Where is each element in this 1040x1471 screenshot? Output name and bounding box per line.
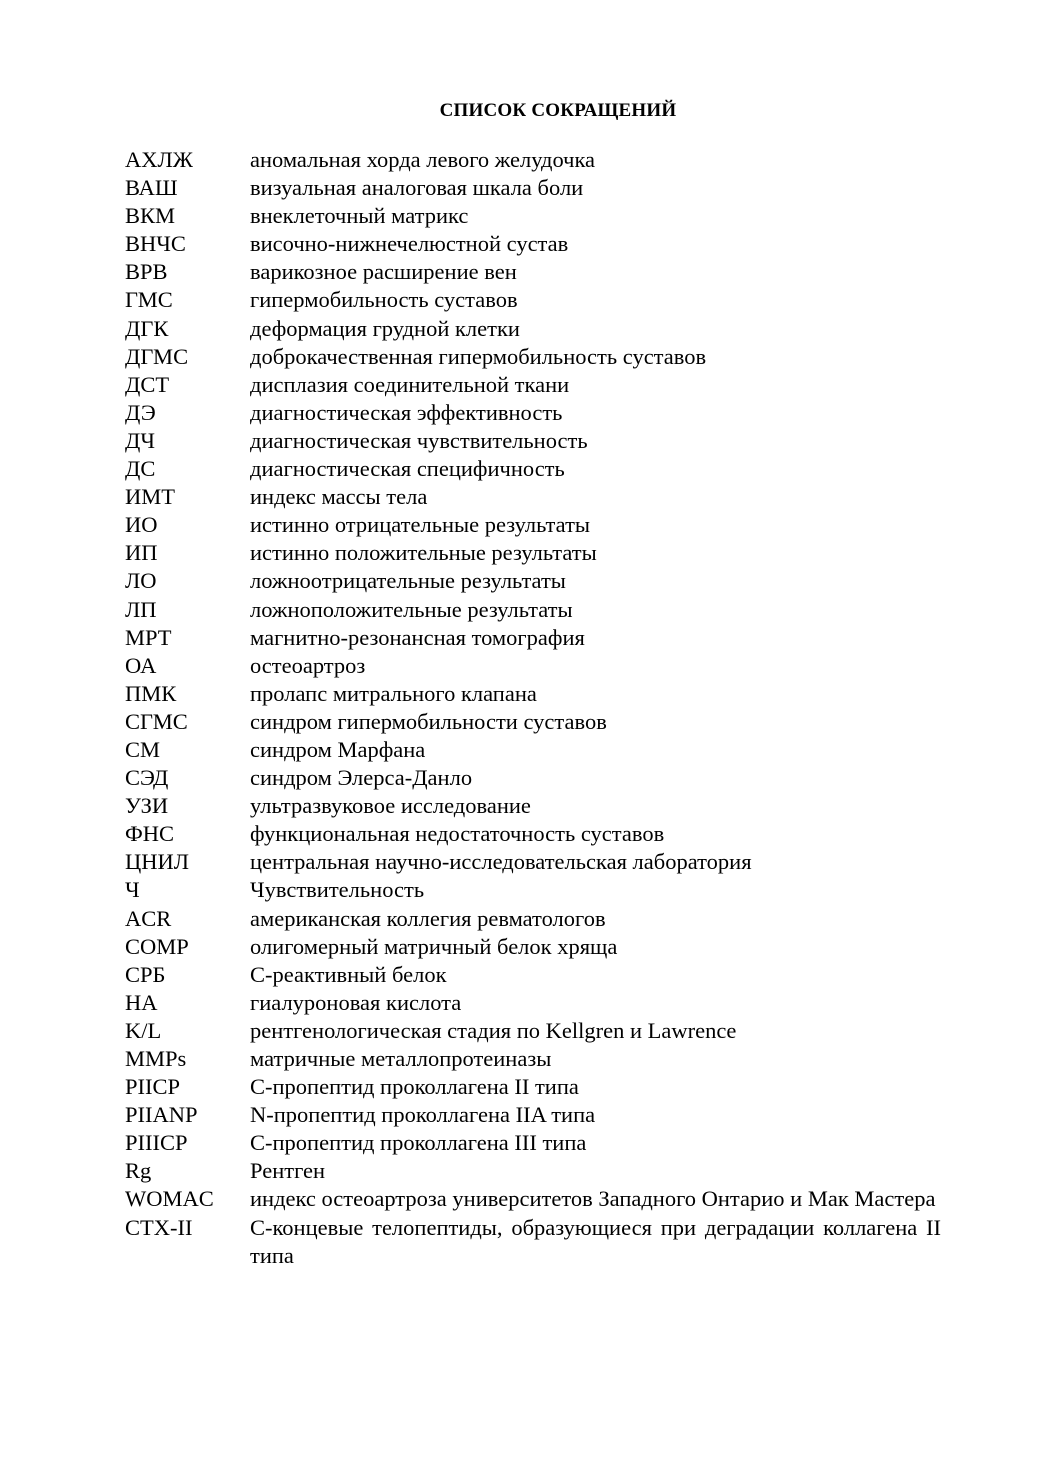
abbreviation: ЦНИЛ bbox=[125, 849, 190, 875]
list-item bbox=[125, 511, 941, 539]
definition: матричные металлопротеиназы bbox=[250, 1046, 552, 1071]
definition: синдром Марфана bbox=[250, 736, 426, 762]
list-item bbox=[125, 1073, 941, 1101]
abbreviation: ВАШ bbox=[125, 175, 178, 201]
abbreviation: ИО bbox=[125, 512, 158, 538]
abbreviation: WOMAC bbox=[125, 1186, 214, 1212]
definition: функциональная недостаточность суставов bbox=[250, 821, 665, 847]
list-item bbox=[125, 905, 941, 933]
list-item bbox=[125, 483, 941, 511]
list-item bbox=[125, 1017, 941, 1045]
definition: С-пропептид проколлагена II типа bbox=[250, 1074, 579, 1100]
abbreviation: ВРВ bbox=[125, 259, 168, 285]
list-item bbox=[125, 567, 941, 595]
definition: диагностическая чувствительность bbox=[250, 427, 588, 453]
list-item bbox=[125, 146, 941, 174]
list-item bbox=[125, 455, 941, 483]
definition: Чувствительность bbox=[250, 877, 425, 903]
list-item bbox=[125, 399, 941, 427]
abbreviation: PIIICP bbox=[125, 1130, 188, 1156]
definition: деформация грудной клетки bbox=[250, 315, 520, 341]
list-item bbox=[125, 1129, 941, 1157]
list-item bbox=[125, 652, 941, 680]
abbreviation: СГМС bbox=[125, 708, 188, 734]
list-item bbox=[125, 764, 941, 792]
abbreviation: СРБ bbox=[125, 961, 166, 987]
abbreviation: ЛО bbox=[125, 568, 157, 594]
abbreviation: Ч bbox=[125, 877, 140, 903]
abbreviation: ЛП bbox=[125, 596, 157, 622]
list-item bbox=[125, 1157, 941, 1185]
definition: остеоартроз bbox=[250, 652, 366, 678]
abbreviation: СЭД bbox=[125, 765, 169, 791]
abbreviation: ДСТ bbox=[125, 371, 170, 397]
definition: височно-нижнечелюстной сустав bbox=[250, 231, 569, 257]
list-item bbox=[125, 371, 941, 399]
list-item bbox=[125, 286, 941, 314]
abbreviation: HA bbox=[125, 989, 158, 1015]
list-item bbox=[125, 820, 941, 848]
abbreviation: МРТ bbox=[125, 624, 172, 650]
abbreviation: COMP bbox=[125, 933, 189, 959]
list-item bbox=[125, 343, 941, 371]
definition: американская коллегия ревматологов bbox=[250, 905, 606, 931]
list-item bbox=[125, 1214, 941, 1270]
definition: гипермобильность суставов bbox=[250, 287, 518, 313]
abbreviation: K/L bbox=[125, 1017, 162, 1043]
list-item bbox=[125, 427, 941, 455]
definition: центральная научно-исследовательская лаборатория bbox=[250, 849, 752, 875]
abbreviation: ГМС bbox=[125, 287, 173, 313]
abbreviation: УЗИ bbox=[125, 793, 169, 819]
list-item bbox=[125, 680, 941, 708]
definition: С-реактивный белок bbox=[250, 961, 447, 987]
abbreviation: ACR bbox=[125, 905, 172, 931]
list-item bbox=[125, 174, 941, 202]
definition: пролапс митрального клапана bbox=[250, 680, 537, 706]
abbreviation: ДЭ bbox=[125, 399, 156, 425]
abbreviation-list bbox=[125, 146, 941, 1270]
abbreviation: ПМК bbox=[125, 680, 177, 706]
list-item bbox=[125, 258, 941, 286]
abbreviation: ДС bbox=[125, 456, 156, 482]
abbreviation: ИП bbox=[125, 540, 158, 566]
definition: варикозное расширение вен bbox=[250, 259, 517, 285]
definition: доброкачественная гипермобильность суставов bbox=[250, 343, 707, 369]
list-item bbox=[125, 876, 941, 904]
list-item bbox=[125, 1045, 941, 1073]
definition: ложноотрицательные результаты bbox=[250, 568, 566, 594]
abbreviation: ВКМ bbox=[125, 203, 176, 229]
abbreviation: СМ bbox=[125, 736, 161, 762]
abbreviation: ВНЧС bbox=[125, 231, 186, 257]
abbreviation: Rg bbox=[125, 1158, 152, 1184]
page-title: СПИСОК СОКРАЩЕНИЙ bbox=[439, 100, 677, 121]
definition: ложноположительные результаты bbox=[250, 596, 573, 622]
abbreviation: ОА bbox=[125, 652, 157, 678]
abbreviation: ИМТ bbox=[125, 484, 175, 510]
abbreviation: PIIANP bbox=[125, 1102, 198, 1128]
definition: истинно отрицательные результаты bbox=[250, 512, 591, 538]
list-item bbox=[125, 624, 941, 652]
definition: истинно положительные результаты bbox=[250, 540, 597, 566]
list-item bbox=[125, 961, 941, 989]
abbreviation: MMPs bbox=[125, 1046, 187, 1071]
definition: С-концевые телопептиды, образующиеся при деградации коллагена II типа bbox=[250, 1214, 941, 1268]
list-item bbox=[125, 202, 941, 230]
list-item bbox=[125, 736, 941, 764]
definition: рентгенологическая стадия по Kellgren и Lawrence bbox=[250, 1017, 737, 1043]
definition: синдром гипермобильности суставов bbox=[250, 708, 607, 734]
abbreviation: ДЧ bbox=[125, 427, 155, 453]
definition: N-пропептид проколлагена IIA типа bbox=[250, 1102, 596, 1128]
abbreviation: ДГМС bbox=[125, 343, 189, 369]
definition: индекс остеоартроза университетов Западного Онтарио и Мак Мастера bbox=[250, 1186, 936, 1212]
list-item bbox=[125, 1185, 941, 1213]
definition: аномальная хорда левого желудочка bbox=[250, 147, 596, 172]
definition: гиалуроновая кислота bbox=[250, 989, 462, 1015]
definition: ультразвуковое исследование bbox=[250, 793, 531, 819]
abbreviation: ДГК bbox=[125, 315, 169, 341]
list-item bbox=[125, 315, 941, 343]
list-item bbox=[125, 596, 941, 624]
list-item bbox=[125, 230, 941, 258]
list-item bbox=[125, 1101, 941, 1129]
abbreviation: АХЛЖ bbox=[125, 147, 193, 172]
list-item bbox=[125, 989, 941, 1017]
list-item bbox=[125, 848, 941, 876]
abbreviation: CTX-II bbox=[125, 1214, 193, 1240]
abbreviation: PIICP bbox=[125, 1074, 181, 1100]
list-item bbox=[125, 708, 941, 736]
definition: Рентген bbox=[250, 1158, 326, 1184]
list-item bbox=[125, 792, 941, 820]
list-item bbox=[125, 933, 941, 961]
definition: дисплазия соединительной ткани bbox=[250, 371, 570, 397]
definition: синдром Элерса-Данло bbox=[250, 765, 473, 791]
abbreviation: ФНС bbox=[125, 821, 175, 847]
definition: индекс массы тела bbox=[250, 484, 428, 510]
definition: диагностическая специфичность bbox=[250, 456, 565, 482]
definition: визуальная аналоговая шкала боли bbox=[250, 175, 584, 201]
definition: диагностическая эффективность bbox=[250, 399, 563, 425]
definition: магнитно-резонансная томография bbox=[250, 624, 585, 650]
definition: олигомерный матричный белок хряща bbox=[250, 933, 618, 959]
definition: внеклеточный матрикс bbox=[250, 203, 469, 229]
definition: С-пропептид проколлагена III типа bbox=[250, 1130, 587, 1156]
list-item bbox=[125, 539, 941, 567]
